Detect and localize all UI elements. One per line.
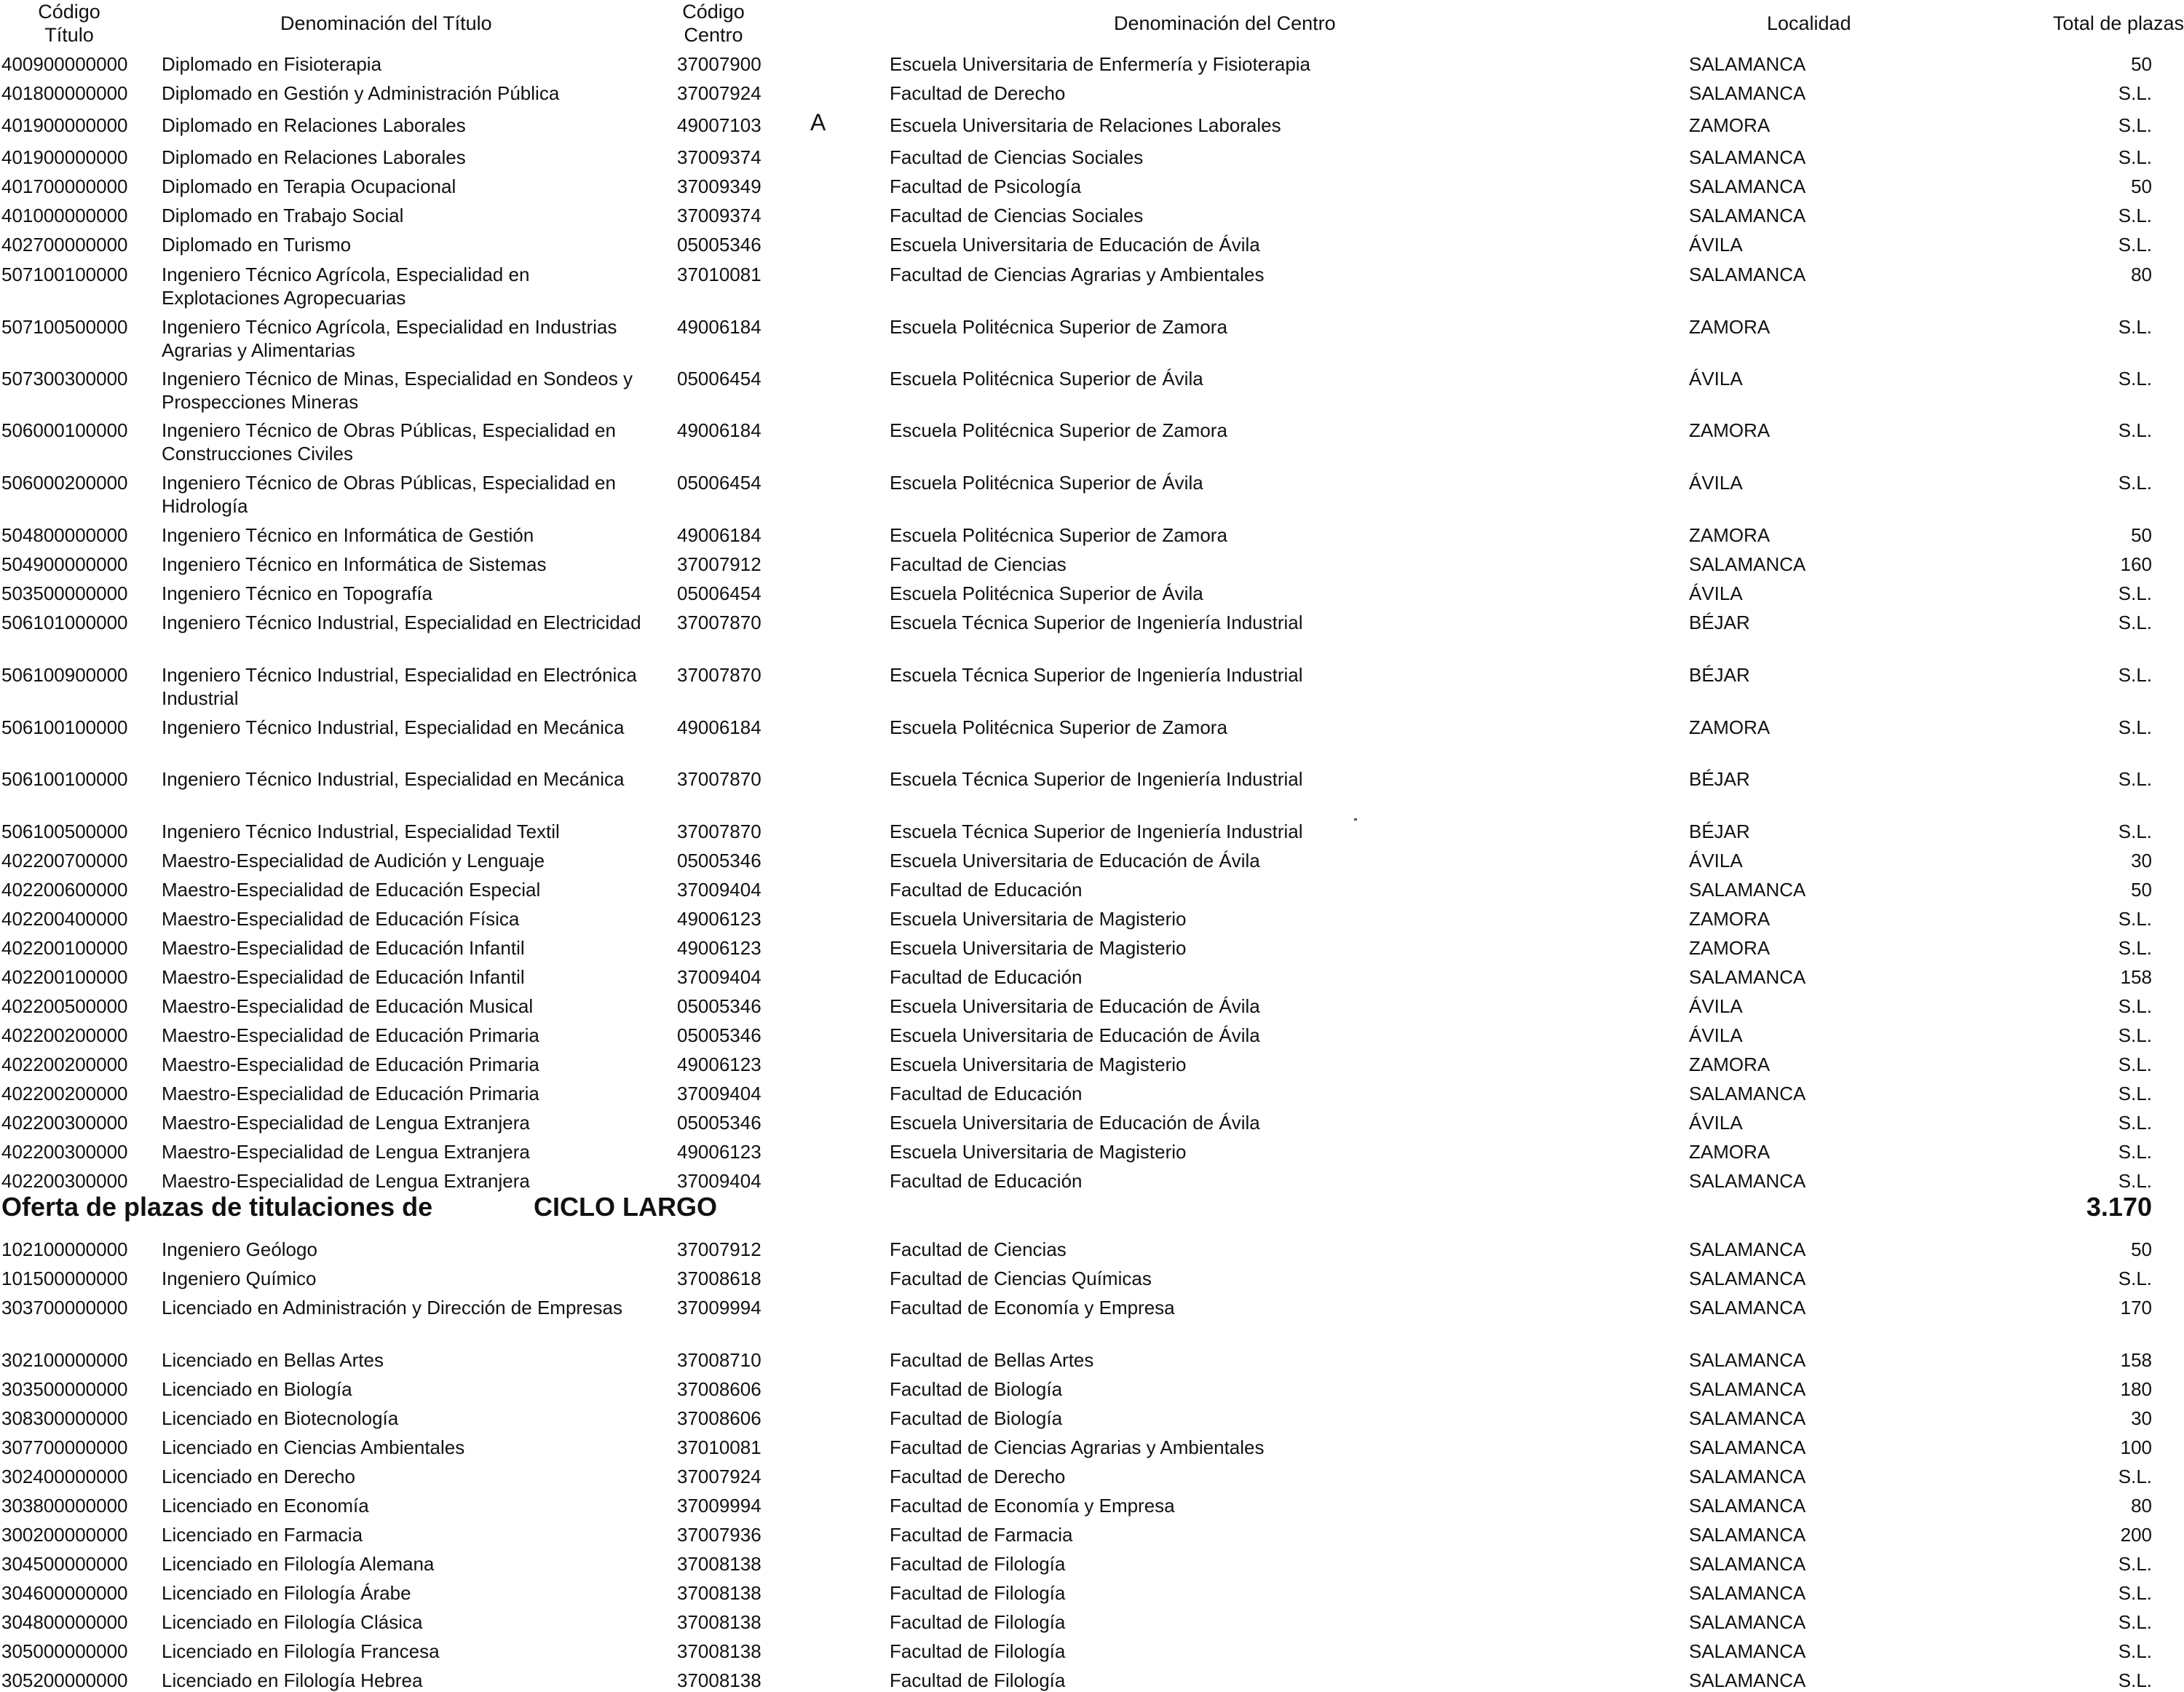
total-places: 158 xyxy=(2120,1349,2152,1371)
center-code: 49006184 xyxy=(677,524,761,546)
title-code: 402200300000 xyxy=(1,1141,128,1163)
center-code: 37008138 xyxy=(677,1582,761,1604)
title-code: 506100100000 xyxy=(1,716,128,738)
header-center-code-line1: Código xyxy=(682,1,745,23)
title-code: 305000000000 xyxy=(1,1640,128,1662)
title-name: Ingeniero Técnico de Minas, Especialidad en Sondeos y Prospecciones Mineras xyxy=(162,368,633,413)
title-code: 506000100000 xyxy=(1,419,128,441)
total-places: S.L. xyxy=(2118,316,2152,338)
center-name: Escuela Universitaria de Educación de Ávila xyxy=(890,850,1260,871)
center-name: Facultad de Ciencias Químicas xyxy=(890,1268,1152,1289)
total-places: S.L. xyxy=(2118,205,2152,226)
center-code: 37009404 xyxy=(677,1170,761,1192)
locality: ZAMORA xyxy=(1689,1053,1770,1075)
locality: ÁVILA xyxy=(1689,368,1743,390)
center-code: 37008138 xyxy=(677,1669,761,1691)
center-name: Facultad de Economía y Empresa xyxy=(890,1495,1175,1517)
title-name: Licenciado en Filología Francesa xyxy=(162,1640,440,1662)
header-total-places: Total de plazas xyxy=(2052,12,2184,34)
title-code: 304500000000 xyxy=(1,1553,128,1575)
total-places: 30 xyxy=(2131,850,2152,871)
locality: SALAMANCA xyxy=(1689,1170,1806,1192)
total-places: S.L. xyxy=(2118,472,2152,494)
section-total: 3.170 xyxy=(2086,1192,2152,1222)
center-name: Escuela Técnica Superior de Ingeniería Industrial xyxy=(890,612,1303,633)
title-code: 308300000000 xyxy=(1,1407,128,1429)
title-code: 504800000000 xyxy=(1,524,128,546)
title-name: Ingeniero Técnico Industrial, Especialidad en Mecánica xyxy=(162,716,625,738)
locality: BÉJAR xyxy=(1689,612,1750,633)
locality: SALAMANCA xyxy=(1689,966,1806,988)
title-code: 303700000000 xyxy=(1,1297,128,1319)
center-code: 37007870 xyxy=(677,612,761,633)
title-code: 303500000000 xyxy=(1,1378,128,1400)
center-code: 37007900 xyxy=(677,53,761,75)
center-name: Escuela Politécnica Superior de Zamora xyxy=(890,524,1227,546)
title-code: 506101000000 xyxy=(1,612,128,633)
center-name: Facultad de Bellas Artes xyxy=(890,1349,1094,1371)
total-places: S.L. xyxy=(2118,1141,2152,1163)
title-name: Ingeniero Técnico en Informática de Sistemas xyxy=(162,553,547,575)
locality: SALAMANCA xyxy=(1689,205,1806,226)
center-name: Facultad de Filología xyxy=(890,1669,1066,1691)
locality: SALAMANCA xyxy=(1689,1083,1806,1104)
total-places: S.L. xyxy=(2118,995,2152,1017)
total-places: 30 xyxy=(2131,1407,2152,1429)
title-name: Diplomado en Turismo xyxy=(162,234,352,256)
total-places: S.L. xyxy=(2118,1553,2152,1575)
total-places: S.L. xyxy=(2118,1640,2152,1662)
locality: SALAMANCA xyxy=(1689,1495,1806,1517)
center-name: Escuela Universitaria de Educación de Ávila xyxy=(890,1024,1260,1046)
center-name: Escuela Politécnica Superior de Ávila xyxy=(890,368,1203,390)
title-code: 302100000000 xyxy=(1,1349,128,1371)
total-places: S.L. xyxy=(2118,1112,2152,1134)
center-name: Facultad de Farmacia xyxy=(890,1524,1073,1546)
title-name: Licenciado en Administración y Dirección de Empresas xyxy=(162,1297,622,1319)
center-name: Escuela Universitaria de Enfermería y Fisioterapia xyxy=(890,53,1311,75)
title-code: 507300300000 xyxy=(1,368,128,390)
center-code: 37009374 xyxy=(677,146,761,168)
locality: SALAMANCA xyxy=(1689,1640,1806,1662)
title-code: 402200600000 xyxy=(1,879,128,901)
title-name: Licenciado en Bellas Artes xyxy=(162,1349,384,1371)
total-places: 170 xyxy=(2120,1297,2152,1319)
locality: ZAMORA xyxy=(1689,937,1770,959)
locality: ZAMORA xyxy=(1689,524,1770,546)
title-name: Ingeniero Químico xyxy=(162,1268,317,1289)
total-places: 80 xyxy=(2131,1495,2152,1517)
header-center-name: Denominación del Centro xyxy=(1114,12,1336,34)
locality: SALAMANCA xyxy=(1689,1466,1806,1487)
center-code: 05005346 xyxy=(677,1024,761,1046)
title-code: 507100100000 xyxy=(1,264,128,285)
title-code: 402200300000 xyxy=(1,1170,128,1192)
locality: SALAMANCA xyxy=(1689,1611,1806,1633)
total-places: 50 xyxy=(2131,1238,2152,1260)
center-code: 37009404 xyxy=(677,1083,761,1104)
title-code: 304800000000 xyxy=(1,1611,128,1633)
title-name: Licenciado en Biotecnología xyxy=(162,1407,399,1429)
title-code: 506100100000 xyxy=(1,768,128,790)
center-code: 49006123 xyxy=(677,908,761,930)
center-name: Escuela Politécnica Superior de Ávila xyxy=(890,582,1203,604)
center-name: Escuela Técnica Superior de Ingeniería Industrial xyxy=(890,664,1303,686)
total-places: S.L. xyxy=(2118,82,2152,104)
locality: SALAMANCA xyxy=(1689,1524,1806,1546)
center-name: Facultad de Ciencias Sociales xyxy=(890,205,1144,226)
center-name: Escuela Universitaria de Educación de Ávila xyxy=(890,234,1260,256)
header-center-code-line2: Centro xyxy=(684,24,743,46)
title-code: 401000000000 xyxy=(1,205,128,226)
title-code: 400900000000 xyxy=(1,53,128,75)
title-name: Maestro-Especialidad de Educación Primaria xyxy=(162,1024,539,1046)
locality: SALAMANCA xyxy=(1689,53,1806,75)
section-label: Oferta de plazas de titulaciones de xyxy=(1,1192,433,1222)
total-places: S.L. xyxy=(2118,1582,2152,1604)
total-places: S.L. xyxy=(2118,908,2152,930)
center-code: 37007936 xyxy=(677,1524,761,1546)
center-name: Facultad de Educación xyxy=(890,1083,1083,1104)
center-code: 37007870 xyxy=(677,664,761,686)
title-name: Ingeniero Técnico Agrícola, Especialidad en Industrias Agrarias y Alimentarias xyxy=(162,316,617,361)
center-name: Escuela Universitaria de Educación de Ávila xyxy=(890,1112,1260,1134)
title-code: 401900000000 xyxy=(1,146,128,168)
total-places: S.L. xyxy=(2118,1466,2152,1487)
center-name: Escuela Politécnica Superior de Zamora xyxy=(890,419,1227,441)
title-name: Maestro-Especialidad de Educación Física xyxy=(162,908,520,930)
locality: SALAMANCA xyxy=(1689,1407,1806,1429)
locality: ÁVILA xyxy=(1689,234,1743,256)
center-code: 37008606 xyxy=(677,1378,761,1400)
locality: SALAMANCA xyxy=(1689,1436,1806,1458)
title-code: 503500000000 xyxy=(1,582,128,604)
title-code: 402200400000 xyxy=(1,908,128,930)
locality: SALAMANCA xyxy=(1689,1297,1806,1319)
title-code: 402200200000 xyxy=(1,1024,128,1046)
title-code: 302400000000 xyxy=(1,1466,128,1487)
header-title-code xyxy=(0,0,138,51)
center-code: 49006123 xyxy=(677,1053,761,1075)
section-header-long-cycle xyxy=(0,1191,2184,1223)
title-name: Ingeniero Técnico Industrial, Especialidad en Mecánica xyxy=(162,768,625,790)
header-locality: Localidad xyxy=(1767,12,1851,34)
title-name: Ingeniero Técnico de Obras Públicas, Especialidad en Construcciones Civiles xyxy=(162,419,616,464)
center-name: Escuela Técnica Superior de Ingeniería Industrial xyxy=(890,821,1303,842)
total-places: S.L. xyxy=(2118,146,2152,168)
title-name: Ingeniero Geólogo xyxy=(162,1238,317,1260)
total-places: 158 xyxy=(2120,966,2152,988)
total-places: S.L. xyxy=(2118,664,2152,686)
center-name: Facultad de Ciencias Sociales xyxy=(890,146,1144,168)
title-code: 506100900000 xyxy=(1,664,128,686)
total-places: 50 xyxy=(2131,53,2152,75)
center-code: 37009994 xyxy=(677,1297,761,1319)
total-places: S.L. xyxy=(2118,821,2152,842)
center-name: Facultad de Filología xyxy=(890,1553,1066,1575)
total-places: S.L. xyxy=(2118,1268,2152,1289)
center-code: 37008138 xyxy=(677,1553,761,1575)
locality: SALAMANCA xyxy=(1689,1238,1806,1260)
title-name: Maestro-Especialidad de Educación Musical xyxy=(162,995,534,1017)
center-code: 37009374 xyxy=(677,205,761,226)
center-code: 37008606 xyxy=(677,1407,761,1429)
center-code: 37009404 xyxy=(677,966,761,988)
total-places: 50 xyxy=(2131,879,2152,901)
title-name: Ingeniero Técnico Industrial, Especialidad Textil xyxy=(162,821,560,842)
center-code: 37009349 xyxy=(677,175,761,197)
total-places: S.L. xyxy=(2118,612,2152,633)
center-code: 37008618 xyxy=(677,1268,761,1289)
center-name: Escuela Universitaria de Magisterio xyxy=(890,1141,1187,1163)
title-name: Diplomado en Terapia Ocupacional xyxy=(162,175,456,197)
total-places: 160 xyxy=(2120,553,2152,575)
locality: SALAMANCA xyxy=(1689,175,1806,197)
total-places: 80 xyxy=(2131,264,2152,285)
title-name: Diplomado en Gestión y Administración Pública xyxy=(162,82,560,104)
title-name: Licenciado en Filología Clásica xyxy=(162,1611,423,1633)
locality: ZAMORA xyxy=(1689,908,1770,930)
title-name: Maestro-Especialidad de Educación Infantil xyxy=(162,966,525,988)
total-places: S.L. xyxy=(2118,1083,2152,1104)
locality: ÁVILA xyxy=(1689,1112,1743,1134)
title-code: 504900000000 xyxy=(1,553,128,575)
title-name: Maestro-Especialidad de Educación Primaria xyxy=(162,1083,539,1104)
locality: BÉJAR xyxy=(1689,664,1750,686)
center-code: 37007924 xyxy=(677,1466,761,1487)
title-code: 401700000000 xyxy=(1,175,128,197)
header-center-code xyxy=(677,0,750,51)
title-name: Diplomado en Relaciones Laborales xyxy=(162,146,466,168)
center-code: 49006123 xyxy=(677,1141,761,1163)
total-places: S.L. xyxy=(2118,582,2152,604)
center-code: 37010081 xyxy=(677,1436,761,1458)
locality: SALAMANCA xyxy=(1689,1349,1806,1371)
center-name: Escuela Universitaria de Magisterio xyxy=(890,908,1187,930)
center-name: Escuela Politécnica Superior de Ávila xyxy=(890,472,1203,494)
title-code: 402200500000 xyxy=(1,995,128,1017)
center-code: 37010081 xyxy=(677,264,761,285)
title-code: 506100500000 xyxy=(1,821,128,842)
center-name: Facultad de Economía y Empresa xyxy=(890,1297,1175,1319)
center-name: Facultad de Derecho xyxy=(890,1466,1066,1487)
center-code: 49006184 xyxy=(677,419,761,441)
total-places: S.L. xyxy=(2118,1170,2152,1192)
title-name: Diplomado en Relaciones Laborales xyxy=(162,114,466,136)
title-name: Diplomado en Fisioterapia xyxy=(162,53,382,75)
center-code: 05006454 xyxy=(677,472,761,494)
title-name: Maestro-Especialidad de Educación Infantil xyxy=(162,937,525,959)
total-places: S.L. xyxy=(2118,368,2152,390)
title-code: 300200000000 xyxy=(1,1524,128,1546)
locality: ÁVILA xyxy=(1689,582,1743,604)
title-code: 402200200000 xyxy=(1,1053,128,1075)
center-name: Facultad de Psicología xyxy=(890,175,1082,197)
title-code: 307700000000 xyxy=(1,1436,128,1458)
center-code: 37009404 xyxy=(677,879,761,901)
center-code: 37009994 xyxy=(677,1495,761,1517)
center-name: Facultad de Filología xyxy=(890,1582,1066,1604)
title-code: 304600000000 xyxy=(1,1582,128,1604)
center-name: Escuela Universitaria de Educación de Ávila xyxy=(890,995,1260,1017)
total-places: 50 xyxy=(2131,175,2152,197)
total-places: S.L. xyxy=(2118,234,2152,256)
title-name: Ingeniero Técnico Industrial, Especialidad en Electrónica Industrial xyxy=(162,664,637,709)
center-name: Facultad de Biología xyxy=(890,1378,1063,1400)
locality: SALAMANCA xyxy=(1689,82,1806,104)
title-code: 303800000000 xyxy=(1,1495,128,1517)
center-name: Facultad de Ciencias xyxy=(890,1238,1067,1260)
total-places: 200 xyxy=(2120,1524,2152,1546)
row-flag: A xyxy=(810,109,826,135)
center-code: 37007870 xyxy=(677,821,761,842)
center-code: 05006454 xyxy=(677,582,761,604)
locality: ÁVILA xyxy=(1689,1024,1743,1046)
locality: SALAMANCA xyxy=(1689,879,1806,901)
locality: ZAMORA xyxy=(1689,1141,1770,1163)
title-name: Maestro-Especialidad de Lengua Extranjera xyxy=(162,1170,530,1192)
title-name: Ingeniero Técnico Agrícola, Especialidad en Explotaciones Agropecuarias xyxy=(162,264,530,309)
center-code: 49006184 xyxy=(677,316,761,338)
title-name: Ingeniero Técnico en Topografía xyxy=(162,582,432,604)
center-name: Escuela Politécnica Superior de Zamora xyxy=(890,316,1227,338)
center-name: Facultad de Educación xyxy=(890,966,1083,988)
section-cycle: CICLO LARGO xyxy=(534,1192,717,1222)
total-places: S.L. xyxy=(2118,937,2152,959)
center-code: 37008138 xyxy=(677,1640,761,1662)
title-name: Maestro-Especialidad de Lengua Extranjera xyxy=(162,1112,530,1134)
center-code: 49006184 xyxy=(677,716,761,738)
locality: SALAMANCA xyxy=(1689,1669,1806,1691)
title-code: 101500000000 xyxy=(1,1268,128,1289)
title-name: Licenciado en Filología Hebrea xyxy=(162,1669,423,1691)
center-name: Escuela Universitaria de Relaciones Laborales xyxy=(890,114,1281,136)
total-places: S.L. xyxy=(2118,716,2152,738)
center-name: Escuela Politécnica Superior de Zamora xyxy=(890,716,1227,738)
center-code: 37008710 xyxy=(677,1349,761,1371)
title-name: Licenciado en Derecho xyxy=(162,1466,355,1487)
title-name: Licenciado en Farmacia xyxy=(162,1524,363,1546)
title-code: 102100000000 xyxy=(1,1238,128,1260)
center-name: Escuela Universitaria de Magisterio xyxy=(890,937,1187,959)
title-name: Ingeniero Técnico en Informática de Gestión xyxy=(162,524,534,546)
title-name: Maestro-Especialidad de Audición y Lenguaje xyxy=(162,850,545,871)
title-name: Maestro-Especialidad de Educación Primaria xyxy=(162,1053,539,1075)
title-name: Licenciado en Biología xyxy=(162,1378,352,1400)
total-places: 50 xyxy=(2131,524,2152,546)
total-places: S.L. xyxy=(2118,768,2152,790)
title-code: 402200200000 xyxy=(1,1083,128,1104)
title-name: Ingeniero Técnico Industrial, Especialidad en Electricidad xyxy=(162,612,641,633)
locality: SALAMANCA xyxy=(1689,553,1806,575)
center-code: 37007870 xyxy=(677,768,761,790)
total-places: S.L. xyxy=(2118,1611,2152,1633)
center-name: Facultad de Derecho xyxy=(890,82,1066,104)
center-code: 49006123 xyxy=(677,937,761,959)
center-code: 37007924 xyxy=(677,82,761,104)
center-name: Facultad de Educación xyxy=(890,879,1083,901)
center-name: Facultad de Biología xyxy=(890,1407,1063,1429)
title-name: Licenciado en Filología Alemana xyxy=(162,1553,435,1575)
header-title-name: Denominación del Título xyxy=(280,12,492,34)
locality: SALAMANCA xyxy=(1689,146,1806,168)
title-code: 402700000000 xyxy=(1,234,128,256)
title-code: 305200000000 xyxy=(1,1669,128,1691)
title-code: 401900000000 xyxy=(1,114,128,136)
total-places: S.L. xyxy=(2118,114,2152,136)
center-name: Escuela Técnica Superior de Ingeniería Industrial xyxy=(890,768,1303,790)
center-code: 49007103 xyxy=(677,114,761,136)
title-name: Maestro-Especialidad de Lengua Extranjera xyxy=(162,1141,530,1163)
center-code: 05005346 xyxy=(677,995,761,1017)
header-title-code-line2: Título xyxy=(44,24,94,46)
center-name: Facultad de Filología xyxy=(890,1611,1066,1633)
locality: ZAMORA xyxy=(1689,419,1770,441)
locality: BÉJAR xyxy=(1689,821,1750,842)
locality: ÁVILA xyxy=(1689,850,1743,871)
total-places: S.L. xyxy=(2118,1669,2152,1691)
title-code: 402200300000 xyxy=(1,1112,128,1134)
center-name: Escuela Universitaria de Magisterio xyxy=(890,1053,1187,1075)
locality: SALAMANCA xyxy=(1689,1268,1806,1289)
center-code: 37007912 xyxy=(677,1238,761,1260)
title-code: 402200100000 xyxy=(1,937,128,959)
title-code: 506000200000 xyxy=(1,472,128,494)
locality: ÁVILA xyxy=(1689,995,1743,1017)
locality: SALAMANCA xyxy=(1689,264,1806,285)
locality: ZAMORA xyxy=(1689,716,1770,738)
locality: ÁVILA xyxy=(1689,472,1743,494)
center-code: 37008138 xyxy=(677,1611,761,1633)
locality: ZAMORA xyxy=(1689,316,1770,338)
center-name: Facultad de Ciencias xyxy=(890,553,1067,575)
title-name: Diplomado en Trabajo Social xyxy=(162,205,404,226)
center-code: 05005346 xyxy=(677,850,761,871)
title-code: 402200700000 xyxy=(1,850,128,871)
center-code: 37007912 xyxy=(677,553,761,575)
header-title-code-line1: Código xyxy=(38,1,100,23)
total-places: S.L. xyxy=(2118,1053,2152,1075)
center-name: Facultad de Ciencias Agrarias y Ambientales xyxy=(890,264,1265,285)
title-name: Maestro-Especialidad de Educación Especial xyxy=(162,879,541,901)
total-places: 100 xyxy=(2120,1436,2152,1458)
title-name: Licenciado en Economía xyxy=(162,1495,369,1517)
center-name: Facultad de Educación xyxy=(890,1170,1083,1192)
center-name: Facultad de Ciencias Agrarias y Ambientales xyxy=(890,1436,1265,1458)
locality: SALAMANCA xyxy=(1689,1582,1806,1604)
title-code: 401800000000 xyxy=(1,82,128,104)
title-code: 507100500000 xyxy=(1,316,128,338)
locality: SALAMANCA xyxy=(1689,1553,1806,1575)
center-code: 05006454 xyxy=(677,368,761,390)
locality: BÉJAR xyxy=(1689,768,1750,790)
locality: SALAMANCA xyxy=(1689,1378,1806,1400)
title-name: Licenciado en Ciencias Ambientales xyxy=(162,1436,465,1458)
total-places: 180 xyxy=(2120,1378,2152,1400)
title-name: Ingeniero Técnico de Obras Públicas, Especialidad en Hidrología xyxy=(162,472,616,517)
total-places: S.L. xyxy=(2118,1024,2152,1046)
center-code: 05005346 xyxy=(677,1112,761,1134)
title-code: 402200100000 xyxy=(1,966,128,988)
stray-mark xyxy=(1354,818,1357,821)
center-name: Facultad de Filología xyxy=(890,1640,1066,1662)
total-places: S.L. xyxy=(2118,419,2152,441)
title-name: Licenciado en Filología Árabe xyxy=(162,1582,411,1604)
center-code: 05005346 xyxy=(677,234,761,256)
locality: ZAMORA xyxy=(1689,114,1770,136)
